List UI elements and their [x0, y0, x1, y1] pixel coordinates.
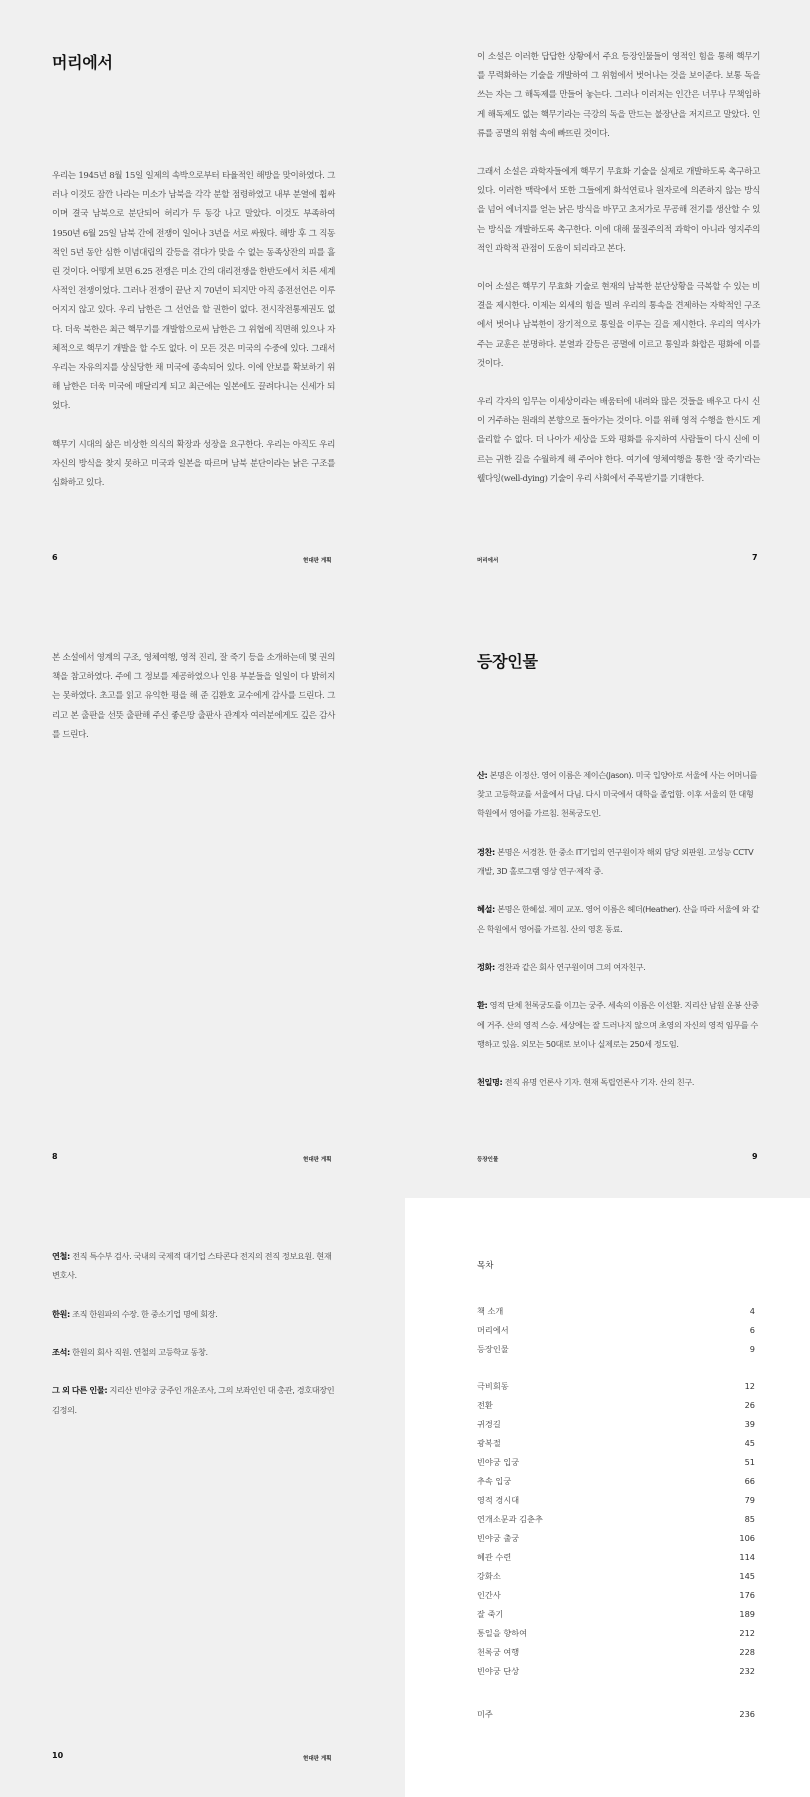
character-name: 그 외 다른 인물:	[52, 1385, 108, 1396]
toc-entry-page: 212	[739, 1628, 755, 1638]
toc-entry-label: 귀경길	[477, 1419, 501, 1429]
toc-entry[interactable]	[477, 1705, 755, 1724]
character-entry	[477, 996, 760, 1054]
running-head: 현대판 게획	[303, 558, 332, 564]
character-description: 전직 유명 언론사 기자. 현재 독립언론사 기자. 산의 친구.	[502, 1077, 695, 1088]
toc-entry-label: 빈야궁 입궁	[477, 1457, 520, 1467]
page-number: 9	[752, 1152, 758, 1161]
paragraph: 우리는 1945년 8월 15일 일제의 속박으로부터 타율적인 해방을 맞이하였다. 그러나 이것도 잠깐 나라는 미소가 남북을 각각 분할 점령하였고 내부 분열에 휩싸이며 결국 남북으로 분단되어 허리가 두 동강 나고 말았다. 이것도 부족하여 1950년 6월 25일 남북 간에 전쟁이 일어나 3년을 서로 싸웠다. 해방 후 그 직동적인 5년 동안 심한 이념대립의 갈등을 겪다가 맞을 수 없는 동족상잔의 피를 흘린 것이다. 어떻게 보면 6.25 전쟁은 미소 간의 대리전쟁을 한반도에서 치른 세계사적인 전쟁이었다. 그러나 전쟁이 끝난 지 70년이 되지만 아직 종전선언은 이루어지지 않고 있다. 우리 남한은 그 선언을 할 권한이 없다. 전시작전통제권도 없다. 더욱 북한은 최근 핵무기를 개발함으로써 남한은 그 위협에 직면해 있으나 자체적으로 핵무기 개발을 할 수도 없다. 이 모든 것은 미국의 수중에 있다. 그래서 우리는 자유의지를 상실당한 채 미국에 종속되어 있다. 이에 안보를 확보하기 위해 남한은 더욱 미국에 매달리게 되고 최근에는 일본에도 끌려다니는 신세가 되었다.	[52, 171, 335, 412]
toc-title: 목차	[477, 1261, 494, 1271]
toc-entry-label: 등장인물	[477, 1344, 509, 1354]
running-head: 현대판 게획	[303, 1756, 332, 1762]
toc-entry-label: 책 소개	[477, 1306, 504, 1316]
page-title: 머리에서	[52, 53, 113, 72]
character-entry	[52, 1381, 335, 1419]
character-description: 본명은 서경찬. 한 중소 IT기업의 연구원이자 해외 담당 외판원. 고성능 CCTV 개발, 3D 홀로그램 영상 연구·제작 중.	[477, 846, 754, 876]
toc-entry-page: 106	[739, 1533, 755, 1543]
character-name: 천일명:	[477, 1077, 503, 1088]
toc-group-chapters	[477, 1377, 755, 1681]
toc-entry[interactable]	[477, 1624, 755, 1643]
page-toc	[405, 1198, 810, 1797]
toc-entry[interactable]	[477, 1662, 755, 1681]
toc-entry-label: 천록궁 여행	[477, 1647, 520, 1657]
character-name: 경찬:	[477, 846, 495, 857]
character-entry	[477, 958, 760, 977]
toc-entry-page: 4	[749, 1306, 755, 1316]
character-name: 연철:	[52, 1251, 70, 1261]
toc-entry[interactable]	[477, 1472, 755, 1491]
toc-entry[interactable]	[477, 1377, 755, 1396]
toc-entry-page: 12	[744, 1381, 755, 1391]
character-description: 본명은 이정산. 영어 이름은 제이슨(Jason). 미국 입양아로 서울에 사는 어머니를 찾고 고등학교를 서울에서 다님. 다시 미국에서 대학을 졸업함. 이후 서울의 한 대형 학원에서 영어를 가르침. 천록궁도인.	[477, 770, 758, 819]
toc-entry-page: 176	[739, 1590, 755, 1600]
toc-entry[interactable]	[477, 1605, 755, 1624]
toc-entry[interactable]	[477, 1396, 755, 1415]
page-6	[0, 0, 405, 599]
character-name: 혜설:	[477, 904, 495, 915]
toc-entry-page: 6	[749, 1325, 755, 1335]
character-description: 경찬과 같은 회사 연구원이며 그의 여자친구.	[494, 961, 646, 972]
toc-group-front	[477, 1302, 755, 1359]
character-name: 환:	[477, 1000, 488, 1011]
running-head: 현대판 게획	[303, 1157, 332, 1163]
toc-entry-label: 극비회동	[477, 1381, 509, 1391]
toc-entry-page: 228	[739, 1647, 755, 1657]
toc-entry-page: 79	[744, 1495, 755, 1505]
page-number: 6	[52, 553, 58, 562]
toc-entry-label: 빈야궁 출궁	[477, 1533, 520, 1543]
character-entry	[52, 1305, 335, 1324]
toc-entry-page: 66	[744, 1476, 755, 1486]
toc-entry[interactable]	[477, 1567, 755, 1586]
paragraph: 본 소설에서 영계의 구조, 영체여행, 영적 진리, 잘 죽기 등을 소개하는데 몇 권의 책을 참고하였다. 주에 그 정보를 제공하였으나 인용 부분들을 일일이 다 밝히지는 못하였다. 초고를 읽고 유익한 평을 해 준 김환호 교수에게 감사를 드린다. 그리고 본 출판을 선뜻 출판해 주신 좋은땅 출판사 관계자 여러분에게도 깊은 감사를 드린다.	[52, 653, 335, 740]
toc-entry-label: 통일을 향하여	[477, 1628, 528, 1638]
character-list	[477, 766, 760, 1092]
paragraph: 핵무기 시대의 삶은 비상한 의식의 확장과 성장을 요구한다. 우리는 아직도 우리 자신의 방식을 찾지 못하고 미국과 일본을 따르며 남북 분단이라는 낡은 구조를 심화하고 있다.	[52, 439, 335, 489]
toc-entry-page: 45	[744, 1438, 755, 1448]
toc-entry-label: 전환	[477, 1400, 493, 1410]
toc-entry[interactable]	[477, 1548, 755, 1567]
running-head: 머리에서	[477, 558, 499, 564]
character-entry	[477, 843, 760, 881]
page-title: 등장인물	[477, 652, 538, 671]
toc-entry-label: 광복절	[477, 1438, 501, 1448]
toc-entry-label: 미주	[477, 1709, 493, 1719]
running-head: 등장인물	[477, 1157, 499, 1163]
toc-entry-page: 189	[739, 1609, 755, 1619]
toc-entry-page: 51	[744, 1457, 755, 1467]
character-entry	[477, 900, 760, 938]
toc-entry-page: 145	[739, 1571, 755, 1581]
page-number: 8	[52, 1152, 58, 1161]
character-name: 산:	[477, 770, 488, 780]
toc-entry[interactable]	[477, 1453, 755, 1472]
toc-entry-page: 39	[744, 1419, 755, 1429]
toc-entry[interactable]	[477, 1529, 755, 1548]
page-9	[405, 599, 810, 1198]
toc-entry[interactable]	[477, 1643, 755, 1662]
toc-entry-label: 추속 입궁	[477, 1476, 512, 1486]
page-7	[405, 0, 810, 599]
character-entry	[477, 766, 760, 824]
toc-entry-label: 강화소	[477, 1571, 501, 1581]
character-entry	[52, 1247, 335, 1285]
preface-body	[52, 167, 335, 493]
character-entry	[477, 1073, 760, 1092]
toc-entry-label: 연개소문과 김춘추	[477, 1514, 543, 1524]
toc-entry-page: 232	[739, 1666, 755, 1676]
toc-entry[interactable]	[477, 1586, 755, 1605]
character-description: 한원의 회사 직원. 연철의 고등학교 동창.	[69, 1346, 208, 1357]
page-number: 7	[752, 553, 758, 562]
toc-entry[interactable]	[477, 1491, 755, 1510]
toc-entry-page: 26	[744, 1400, 755, 1410]
character-description: 지리산 빈야궁 궁주인 개운조사, 그의 보좌인인 대 총관, 경호대장인 김정의.	[52, 1385, 335, 1415]
toc-entry-label: 잘 죽기	[477, 1609, 504, 1619]
page-10	[0, 1198, 405, 1797]
toc-entry[interactable]	[477, 1321, 755, 1340]
toc-entry-label: 인간사	[477, 1590, 501, 1600]
toc-entry[interactable]	[477, 1415, 755, 1434]
toc-entry-page: 9	[749, 1344, 755, 1354]
character-entry	[52, 1343, 335, 1362]
toc-entry[interactable]	[477, 1434, 755, 1453]
page-8	[0, 599, 405, 1198]
toc-entry-label: 혜관 수련	[477, 1552, 512, 1562]
paragraph: 이어 소설은 핵무기 무효화 기술로 현재의 남북한 분단상황을 극복할 수 있는 비결을 제시한다. 이제는 외세의 힘을 빌려 우리의 통속을 견제하는 자학적인 구조에서 벗어나 남북한이 장기적으로 통일을 이루는 길을 제시한다. 우리의 역사가 주는 교훈은 분명하다. 분열과 갈등은 공멸에 이르고 통일과 화합은 평화에 이를 것이다.	[477, 282, 760, 369]
page-number: 10	[52, 1751, 64, 1760]
character-name: 조석:	[52, 1346, 70, 1357]
character-name: 한원:	[52, 1308, 70, 1319]
toc-entry-label: 빈야궁 단상	[477, 1666, 520, 1676]
character-description: 조직 한원파의 수장. 한 중소기업 명에 회장.	[69, 1308, 218, 1319]
toc-entry[interactable]	[477, 1302, 755, 1321]
paragraph: 그래서 소설은 과학자들에게 핵무기 무효화 기술을 실제로 개발하도록 촉구하고 있다. 이러한 맥락에서 또한 그들에게 화석연료나 원자로에 의존하지 않는 방식을 넘어 에너지를 얻는 낡은 방식을 바꾸고 초저가로 무공해 전기를 생산할 수 있는 방식을 개발하도록 촉구한다. 이에 대해 물질주의적 과학이 아니라 영지주의적인 과학적 관점이 도움이 되리라고 본다.	[477, 167, 760, 254]
toc-entry-page: 236	[739, 1709, 755, 1719]
preface-body	[477, 48, 760, 489]
toc-entry[interactable]	[477, 1510, 755, 1529]
character-description: 본명은 한혜설. 제미 교포. 영어 이름은 헤더(Heather). 산을 따라 서울에 와 같은 학원에서 영어를 가르침. 산의 영혼 동료.	[477, 904, 759, 934]
toc-entry[interactable]	[477, 1340, 755, 1359]
character-description: 영적 단체 천록궁도를 이끄는 궁주. 세속의 이름은 이선환. 지리산 남원 운봉 산중에 거주. 산의 영적 스승. 세상에는 잘 드러나지 않으며 초영의 자신의 영적 임무를 수행하고 있음. 외모는 50대로 보이나 실제로는 250세 정도임.	[477, 1000, 759, 1049]
toc-entry-page: 85	[744, 1514, 755, 1524]
character-list	[52, 1247, 335, 1420]
paragraph: 이 소설은 이러한 답답한 상황에서 주요 등장인물들이 영적인 힘을 통해 핵무기를 무력화하는 기술을 개발하여 그 위험에서 벗어나는 것을 보이준다. 보통 독을 쓰는 자는 그 해독제를 만들어 놓는다. 그러나 이러저는 인간은 너무나 무책임하게 해독제도 없는 핵무기라는 극강의 독을 만드는 불장난을 저지르고 말았다. 인류를 공멸의 위험 속에 빠뜨린 것이다.	[477, 52, 760, 139]
acknowledgement-body	[52, 649, 335, 745]
toc-group-back	[477, 1705, 755, 1724]
character-description: 전직 특수부 검사. 국내의 국제적 대기업 스타콘다 전지의 전직 정보요원. 현재 변호사.	[52, 1251, 332, 1281]
toc-entry-page: 114	[739, 1552, 755, 1562]
paragraph: 우리 각자의 임무는 이세상이라는 배움터에 내려와 많은 것들을 배우고 다시 신이 거주하는 원래의 본향으로 돌아가는 것이다. 이를 위해 영적 수행을 한시도 게을리할 수 없다. 더 나아가 세상을 도와 평화를 유지하여 사람들이 다시 신에 이르는 귀한 길을 수월하게 해 주어야 한다. 여기에 영체여행을 통한 '잘 죽기'라는 웰다잉(well-dying) 기술이 우리 사회에서 주목받기를 기대한다.	[477, 397, 760, 484]
toc-entry-label: 영적 경시대	[477, 1495, 520, 1505]
character-name: 정화:	[477, 961, 495, 972]
toc-entry-label: 머리에서	[477, 1325, 509, 1335]
